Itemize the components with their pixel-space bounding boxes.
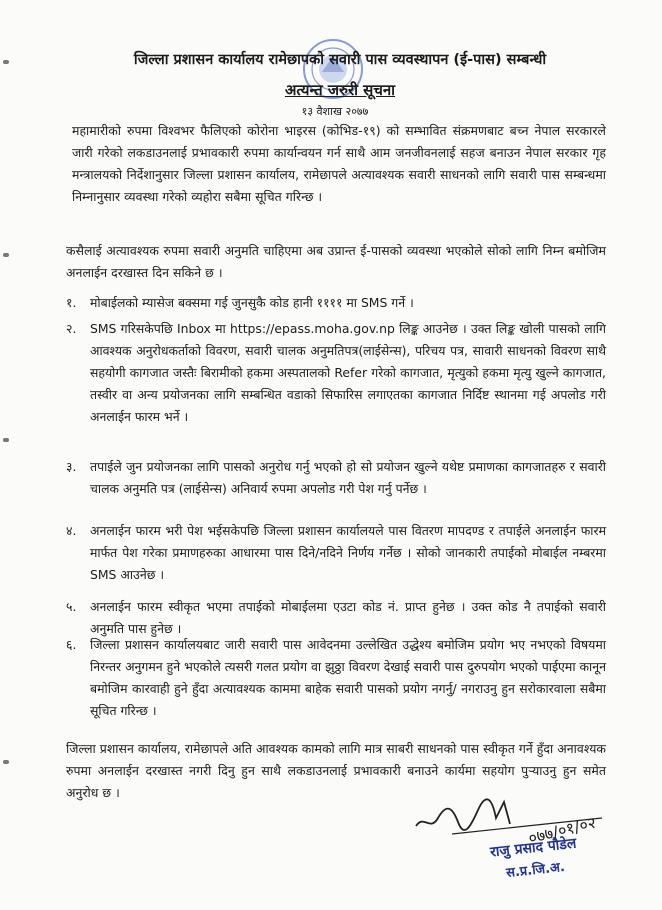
punch-mark (3, 760, 9, 764)
punch-mark (3, 60, 9, 64)
notice-title: जिल्ला प्रशासन कार्यालय रामेछापको सवारी पास व्यवस्थापन (ई-पास) सम्बन्धी (133, 52, 547, 68)
list-item-number: ४. (66, 523, 77, 538)
intro-paragraph: महामारीको रुपमा विश्वभर फैलिएको कोरोना भाइरस (कोभिड-१९) को सम्भावित संक्रमणबाट बच्न नेपाल सरकारले जारी गरेको लकडाउनलाई प्रभावकारी रुपमा कार्यान्वयन गर्न साथै आम जनजीवनलाई सहज बनाउन नेपाल सरकार गृह मन्त्रालयको निर्देशानुसार जिल्ला प्रशासन कार्यालय, रामेछापले अत्यावश्यक सवारी साधनको लागि सवारी पास सम्बन्धमा निम्नानुसार व्यवस्था गरेको व्यहोरा सबैमा सूचित गरिन्छ । (72, 123, 606, 204)
signature-date: ०७७/०१/०२ (526, 812, 598, 848)
stamp-role: स.प्र.जि.अ. (505, 859, 566, 882)
list-item (66, 318, 606, 428)
official-stamp (467, 829, 602, 900)
list-item-number: १. (66, 295, 77, 310)
list-item-text: जिल्ला प्रशासन कार्यालयबाट जारी सवारी पास आवेदनमा उल्लेखित उद्धेश्य बमोजिम प्रयोग भए नभएको विषयमा निरन्तर अनुगमन हुने भएकोले त्यसरी गलत प्रयोग वा झुठ्ठा विवरण देखाई सवारी पास दुरुपयोग भएको पाईएमा कानून बमोजिम कारवाही हुने हुँदा अत्यावश्यक काममा बाहेक सवारी पासको प्रयोग नगर्नु/ नगराउनु हुन सरोकारवाला सबैमा सूचित गरिन्छ । (90, 637, 606, 718)
punch-mark (3, 253, 9, 257)
list-item (66, 456, 606, 500)
list-item-number: ३. (66, 459, 77, 474)
list-item (66, 520, 606, 586)
list-item (66, 634, 606, 722)
list-item-number: ५. (66, 599, 77, 614)
punch-mark (3, 438, 9, 442)
notice-subtitle: अत्यन्त जरुरी सूचना (284, 81, 396, 99)
notice-date: १३ वैशाख २०७७ (301, 105, 369, 118)
list-item-text: SMS गरिसकेपछि Inbox मा https://epass.moha.gov.np लिङ्क आउनेछ । उक्त लिङ्क खोली पासको लागि आवश्यक अनुरोधकर्ताको विवरण, सवारी चालक अनुमतिपत्र(लाईसेन्स), परिचय पत्र, सावारी साधनको विवरण साथै सहयोगी कागजात जस्तैः बिरामीको हकमा अस्पतालको Refer गरेको कागजात, मृत्युको हकमा मृत्यु खुल्ने कागजात, तस्वीर वा अन्य प्रयोजनका लागि सम्बन्धित वडाको सिफारिस लगाएतका कागजात निर्दिष्ट स्थानमा गई अपलोड गरी अनलाईन फारम भर्ने । (90, 321, 606, 424)
closing-paragraph: जिल्ला प्रशासन कार्यालय, रामेछापले अति आवश्यक कामको लागि मात्र साबरी साधनको पास स्वीकृत गर्ने हुँदा अनावश्यक रुपमा अनलाईन दरखास्त नगरी दिनु हुन साथै लकडाउनलाई प्रभावकारी बनाउने कार्यमा सहयोग पुऱ्याउनु हुन समेत अनुरोध छ । (66, 741, 606, 800)
list-item-text: तपाईले जुन प्रयोजनका लागि पासको अनुरोध गर्नु भएको हो सो प्रयोजन खुल्ने यथेष्ट प्रमाणका कागजातहरु र सवारी चालक अनुमति पत्र (लाईसेन्स) अनिवार्य रुपमा अपलोड गरी पेश गर्नु पर्नेछ । (90, 459, 606, 496)
list-item-text: अनलाईन फारम स्वीकृत भएमा तपाईको मोबाईलमा एउटा कोड नं. प्राप्त हुनेछ । उक्त कोड नै तपाईको सवारी अनुमति पास हुनेछ । (90, 599, 606, 636)
list-item (66, 292, 606, 314)
list-item-number: ६. (66, 637, 77, 652)
stamp-name: राजु प्रसाद पौडेल (489, 835, 578, 861)
list-item-number: २. (66, 321, 77, 336)
list-item-text: अनलाईन फारम भरी पेश भईसकेपछि जिल्ला प्रशासन कार्यालयले पास वितरण मापदण्ड र तपाईले अनलाईन फारम मार्फत पेश गरेका प्रमाणहरुका आधारमा पास दिने/नदिने निर्णय गर्नेछ । सोको जानकारी तपाईको मोबाईल नम्बरमा SMS आउनेछ । (90, 523, 606, 582)
lead-paragraph: कसैलाई अत्यावश्यक रुपमा सवारी अनुमति चाहिएमा अब उप्रान्त ई-पासको व्यवस्था भएकोले सोको लागि निम्न बमोजिम अनलाईन दरखास्त दिन सकिने छ । (66, 243, 606, 280)
list-item-text: मोबाईलको म्यासेज बक्समा गई जुनसुकै कोड हानी ११११ मा SMS गर्ने । (90, 295, 414, 310)
